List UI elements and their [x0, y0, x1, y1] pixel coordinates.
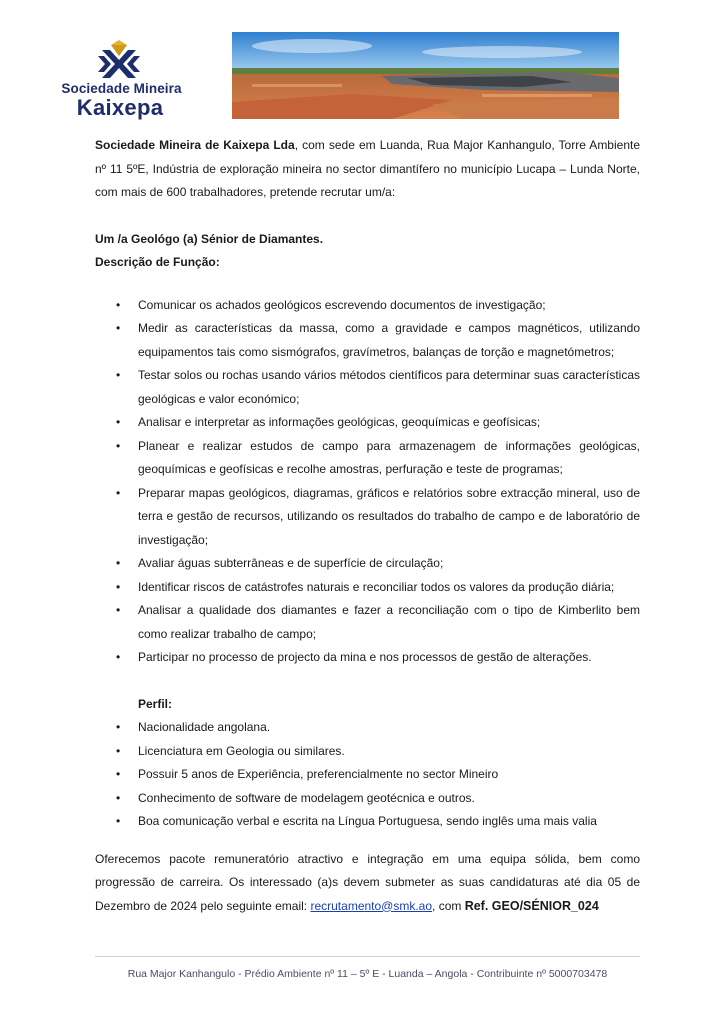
mining-landscape-photo-icon: [232, 32, 619, 119]
reference-code: Ref. GEO/SÉNIOR_024: [464, 898, 599, 913]
recruitment-email-link[interactable]: recrutamento@smk.ao: [310, 898, 433, 913]
mining-site-banner: [232, 32, 619, 119]
list-item: • Analisar a qualidade dos diamantes e fazer a reconciliação com o tipo de Kimberlito bem como realizar trabalho de campo;: [95, 599, 640, 646]
closing-paragraph: [95, 848, 640, 919]
list-item: • Comunicar os achados geológicos escrevendo documentos de investigação;: [95, 294, 640, 318]
bullet-icon: •: [116, 603, 121, 617]
list-item: • Participar no processo de projecto da mina e nos processos de gestão de alterações.: [95, 646, 640, 670]
footer-divider: [95, 956, 640, 957]
description-title: Descrição de Função:: [95, 255, 220, 269]
list-item: • Avaliar águas subterrâneas e de superfície de circulação;: [95, 552, 640, 576]
list-item: • Licenciatura em Geologia ou similares.: [95, 740, 640, 764]
bullet-icon: •: [116, 743, 121, 758]
list-item: • Boa comunicação verbal e escrita na Língua Portuguesa, sendo inglês uma mais valia: [95, 810, 640, 834]
bullet-icon: •: [116, 485, 121, 500]
bullet-icon: •: [116, 297, 121, 312]
company-logo: [50, 34, 185, 118]
bullet-icon: •: [116, 720, 121, 734]
intro-text: , com sede em Luanda, Rua Major Kanhangulo, Torre Ambiente nº 11 5ºE, Indústria de exploração mineira no sector dimantífero no município Lucapa – Lunda Norte, com mais de 600 trabalhadores, pretende recrutar um/a:: [95, 138, 641, 199]
profile-title: Perfil:: [138, 696, 173, 711]
logo-text-line1: Sociedade Mineira: [61, 81, 182, 96]
bullet-icon: •: [116, 556, 121, 570]
list-item: • Nacionalidade angolana.: [95, 716, 640, 740]
role-title: Um /a Geológo (a) Sénior de Diamantes.: [95, 231, 324, 246]
job-posting-body: [95, 134, 640, 918]
bullet-icon: •: [116, 767, 121, 781]
company-name: Sociedade Mineira de Kaixepa Lda: [95, 138, 295, 152]
list-item: • Conhecimento de software de modelagem geotécnica e outros.: [95, 787, 640, 811]
diamond-x-logo-icon: [96, 38, 142, 80]
profile-list: [95, 716, 640, 834]
list-item: • Analisar e interpretar as informações geológicas, geoquímicas e geofísicas;: [95, 411, 640, 435]
duties-list: [95, 294, 640, 670]
bullet-icon: •: [116, 814, 121, 828]
list-item: • Medir as características da massa, como a gravidade e campos magnéticos, utilizando equipamentos tais como sismógrafos, gravímetros, balanças de torção e magnetómetros;: [95, 317, 640, 364]
list-item: • Identificar riscos de catástrofes naturais e reconciliar todos os valores da produção diária;: [95, 576, 640, 600]
list-item: • Possuir 5 anos de Experiência, preferencialmente no sector Mineiro: [95, 763, 640, 787]
bullet-icon: •: [116, 321, 121, 335]
bullet-icon: •: [116, 438, 121, 453]
list-item: • Planear e realizar estudos de campo para armazenagem de informações geológicas, geoquímicas e geofísicas e recolhe amostras, perfuração e teste de programas;: [95, 435, 640, 482]
bullet-icon: •: [116, 368, 121, 382]
list-item: • Preparar mapas geológicos, diagramas, gráficos e relatórios sobre extracção mineral, uso de terra e gestão de recursos, utilizando os resultados do trabalho de campo e de laboratório de investigação;: [95, 482, 640, 553]
bullet-icon: •: [116, 579, 121, 594]
bullet-icon: •: [116, 790, 121, 805]
list-item: • Testar solos ou rochas usando vários métodos científicos para determinar suas características geológicas e valor económico;: [95, 364, 640, 411]
closing-separator: , com: [432, 898, 465, 913]
bullet-icon: •: [116, 415, 121, 429]
footer-address: Rua Major Kanhangulo - Prédio Ambiente nº 11 – 5º E - Luanda – Angola - Contribuinte nº 5000703478: [127, 968, 608, 980]
intro-paragraph: [95, 134, 640, 205]
logo-text-line2: Kaixepa: [76, 95, 164, 120]
bullet-icon: •: [116, 650, 121, 664]
closing-text: Oferecemos pacote remuneratório atractivo e integração em uma equipa sólida, bem como progressão de carreira. Os interessado (a)s devem submeter as suas candidaturas até dia 05 de Dezembro de 2024 pelo seguinte email:: [95, 851, 640, 913]
